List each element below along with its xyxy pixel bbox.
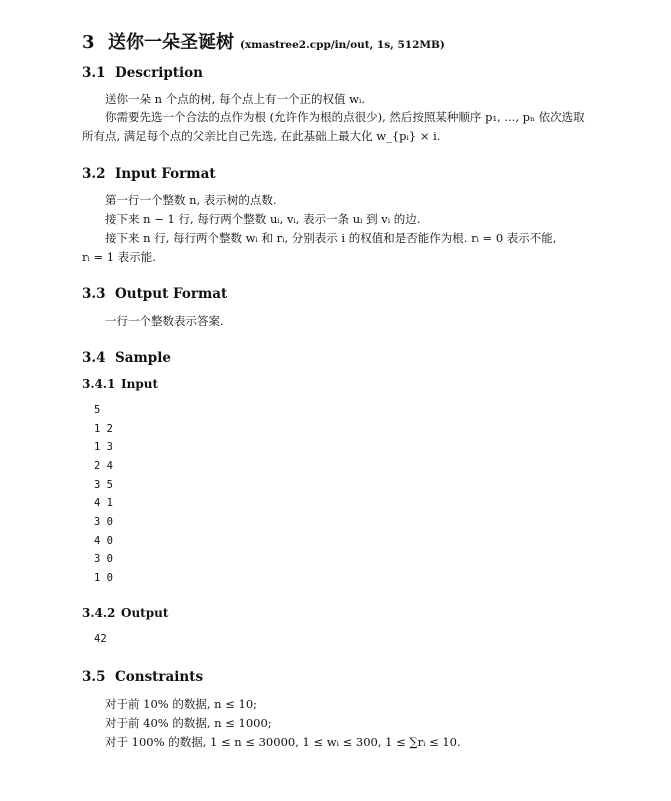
constraints-line-1: 对于前 10% 的数据, n ≤ 10; xyxy=(105,697,258,711)
sample-input-line: 2 4 xyxy=(94,460,113,472)
problem-title xyxy=(82,28,445,54)
section-description-heading xyxy=(82,65,203,81)
section-title: Description xyxy=(115,65,203,81)
input-format-line-1: 第一行一个整数 n, 表示树的点数. xyxy=(105,193,277,207)
description-line-2: 你需要先选一个合法的点作为根 (允许作为根的点很少), 然后按照某种顺序 p₁, ..., pₙ 依次选取 xyxy=(105,110,585,124)
subsection-title: Output xyxy=(121,606,169,620)
section-title: Sample xyxy=(115,350,171,366)
sample-input-line: 3 0 xyxy=(94,516,113,528)
input-format-line-2: 接下来 n − 1 行, 每行两个整数 uᵢ, vᵢ, 表示一条 uᵢ 到 vᵢ 的边. xyxy=(105,212,421,226)
sample-input-line: 4 0 xyxy=(94,535,113,547)
section-output-format-heading xyxy=(82,286,227,302)
section-number: 3.4 xyxy=(82,350,106,366)
sample-input-line: 5 xyxy=(94,404,101,416)
output-format-line-1: 一行一个整数表示答案. xyxy=(105,314,224,328)
constraints-line-3: 对于 100% 的数据, 1 ≤ n ≤ 30000, 1 ≤ wᵢ ≤ 300, 1 ≤ ∑rᵢ ≤ 10. xyxy=(105,735,461,749)
section-number: 3.1 xyxy=(82,65,106,81)
sample-input-line: 1 2 xyxy=(94,423,113,435)
description-line-1: 送你一朵 n 个点的树, 每个点上有一个正的权值 wᵢ. xyxy=(105,92,365,106)
sample-input-line: 3 5 xyxy=(94,479,113,491)
input-format-line-4: rᵢ = 1 表示能. xyxy=(82,250,156,264)
problem-meta: (xmastree2.cpp/in/out, 1s, 512MB) xyxy=(240,39,445,51)
sample-input-line: 3 0 xyxy=(94,553,113,565)
section-number: 3.3 xyxy=(82,286,106,302)
subsection-number: 3.4.1 xyxy=(82,377,116,391)
sample-input-heading xyxy=(82,377,158,391)
input-format-line-3: 接下来 n 行, 每行两个整数 wᵢ 和 rᵢ, 分别表示 i 的权值和是否能作为根. rᵢ = 0 表示不能, xyxy=(105,231,557,245)
problem-title-text: 送你一朵圣诞树 xyxy=(108,32,234,53)
section-number: 3.5 xyxy=(82,669,106,685)
subsection-number: 3.4.2 xyxy=(82,606,116,620)
section-title: Constraints xyxy=(115,669,204,685)
sample-output-heading xyxy=(82,606,168,620)
section-constraints-heading xyxy=(82,669,203,685)
section-title: Input Format xyxy=(115,166,216,182)
subsection-title: Input xyxy=(121,377,158,391)
sample-output-line: 42 xyxy=(94,633,107,645)
section-number: 3.2 xyxy=(82,166,106,182)
constraints-line-2: 对于前 40% 的数据, n ≤ 1000; xyxy=(105,716,272,730)
sample-input-line: 1 3 xyxy=(94,441,113,453)
section-sample-heading xyxy=(82,350,171,366)
section-title: Output Format xyxy=(115,286,228,302)
sample-input-line: 4 1 xyxy=(94,497,113,509)
sample-input-line: 1 0 xyxy=(94,572,113,584)
problem-number: 3 xyxy=(82,32,95,53)
description-line-3: 所有点, 满足每个点的父亲比自己先选, 在此基础上最大化 w_{pᵢ} × i. xyxy=(82,129,441,143)
section-input-format-heading xyxy=(82,166,216,182)
